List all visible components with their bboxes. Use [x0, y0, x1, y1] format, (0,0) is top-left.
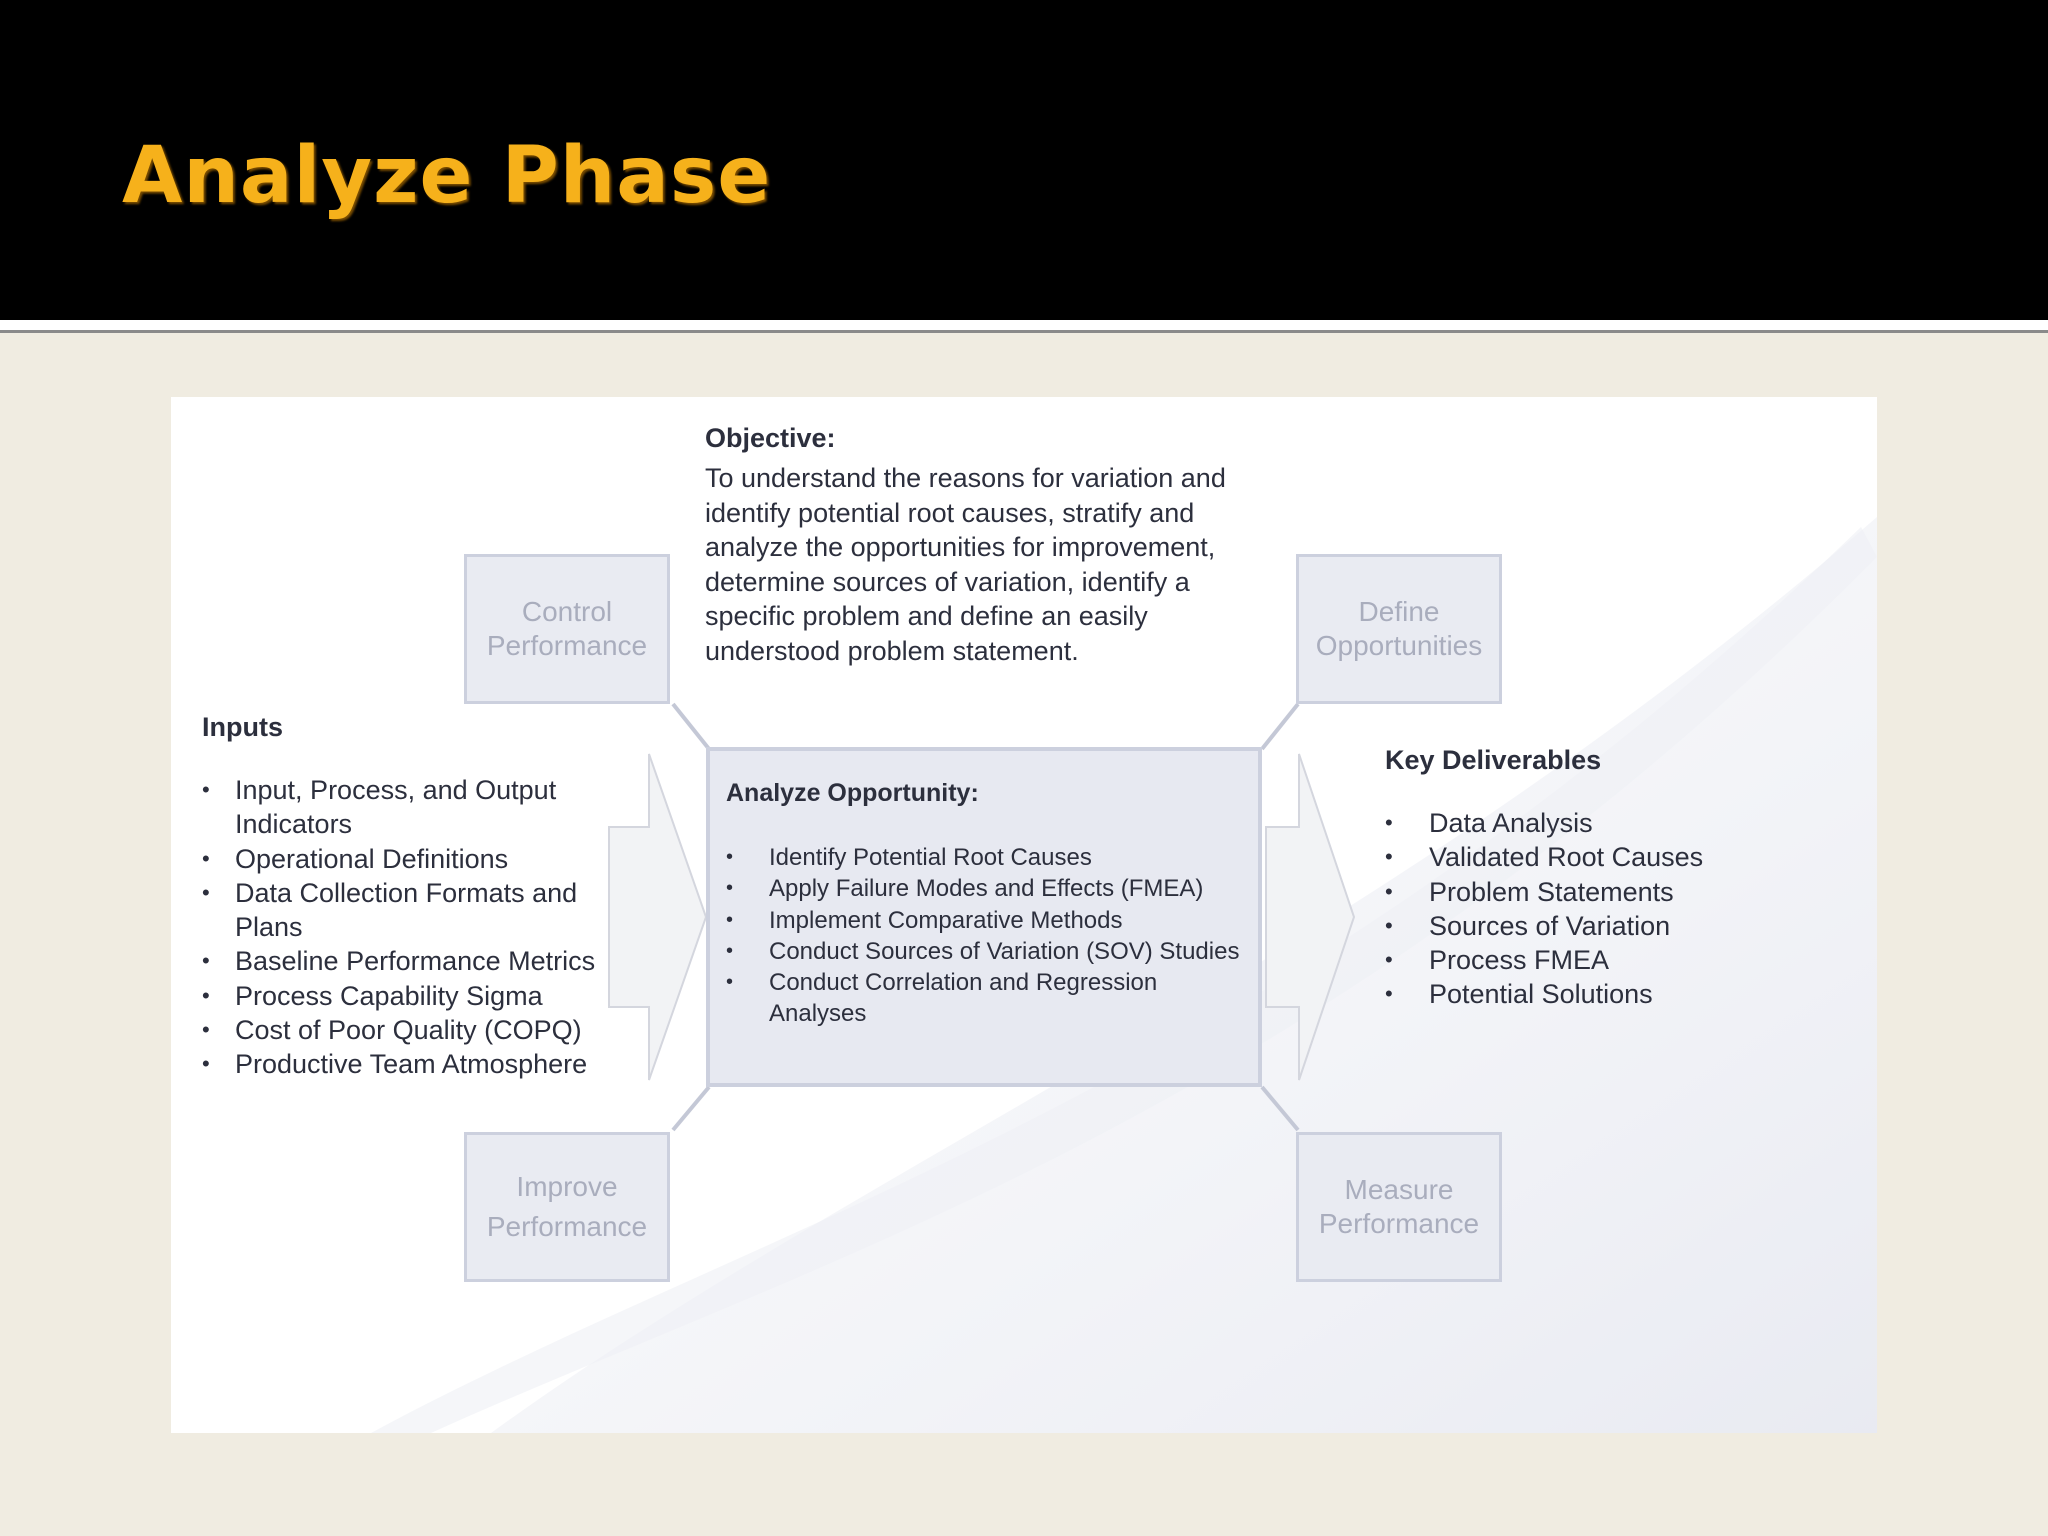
phase-define-line-1: Define	[1358, 596, 1440, 627]
analyze-opportunity-box	[706, 747, 1262, 1087]
phase-measure-line-1: Measure	[1344, 1174, 1454, 1205]
phase-improve-line-2: Performance	[486, 1211, 648, 1242]
objective-line: specific problem and define an easily	[705, 601, 1148, 631]
input-arrow	[609, 754, 706, 1080]
analyze-list-item: • Identify Potential Root Causes	[726, 842, 1246, 873]
phase-box-improve	[464, 1132, 670, 1282]
deliverables-list-item: • Process FMEA	[1385, 943, 1825, 977]
phase-measure-line-2: Performance	[1318, 1208, 1480, 1239]
objective-heading: Objective:	[705, 423, 836, 453]
deliverables-list-item: • Problem Statements	[1385, 875, 1825, 909]
phase-define-line-2: Opportunities	[1315, 630, 1483, 661]
objective-line: analyze the opportunities for improvement,	[705, 532, 1216, 562]
analyze-list-item: • Conduct Sources of Variation (SOV) Studies	[726, 936, 1246, 967]
phase-box-define	[1296, 554, 1502, 704]
phase-box-control	[464, 554, 670, 704]
header-divider	[0, 320, 2048, 333]
deliverables-heading: Key Deliverables	[1385, 745, 1602, 775]
diagram-panel	[171, 397, 1877, 1433]
deliverables-list-item: • Validated Root Causes	[1385, 840, 1825, 874]
deliverables-list	[1385, 806, 1825, 1012]
objective-text	[705, 461, 1295, 668]
objective-line: identify potential root causes, stratify and	[705, 497, 1195, 528]
inputs-list-item: • Cost of Poor Quality (COPQ)	[202, 1013, 622, 1047]
inputs-list-item: • Baseline Performance Metrics	[202, 944, 622, 978]
objective-line: understood problem statement.	[705, 635, 1079, 666]
objective-block	[705, 421, 1295, 668]
phase-control-line-2: Performance	[486, 630, 648, 661]
deliverables-list-item: • Potential Solutions	[1385, 977, 1825, 1011]
objective-line: determine sources of variation, identify a	[705, 566, 1190, 597]
analyze-list-item: • Apply Failure Modes and Effects (FMEA)	[726, 873, 1246, 904]
inputs-list-item: • Process Capability Sigma	[202, 979, 622, 1013]
inputs-list-item: • Input, Process, and Output Indicators	[202, 773, 622, 842]
phase-improve-line-1: Improve	[516, 1171, 618, 1202]
deliverables-list-item: • Data Analysis	[1385, 806, 1825, 840]
phase-control-line-1: Control	[521, 596, 613, 627]
deliverables-block	[1385, 743, 1825, 1012]
inputs-list-item: • Operational Definitions	[202, 842, 622, 876]
inputs-list	[202, 773, 622, 1082]
analyze-list-item: • Conduct Correlation and Regression Analyses	[726, 967, 1246, 1030]
objective-line: To understand the reasons for variation and	[705, 463, 1226, 493]
inputs-list-item: • Data Collection Formats and Plans	[202, 876, 622, 945]
inputs-heading: Inputs	[202, 712, 283, 742]
inputs-block	[202, 710, 622, 1082]
slide-title: Analyze Phase	[122, 131, 772, 221]
analyze-list-item: • Implement Comparative Methods	[726, 905, 1246, 936]
deliverables-list-item: • Sources of Variation	[1385, 909, 1825, 943]
analyze-list	[726, 842, 1246, 1030]
phase-box-measure	[1296, 1132, 1502, 1282]
output-arrow	[1266, 754, 1354, 1080]
inputs-list-item: • Productive Team Atmosphere	[202, 1047, 622, 1081]
analyze-heading: Analyze Opportunity:	[726, 779, 979, 807]
